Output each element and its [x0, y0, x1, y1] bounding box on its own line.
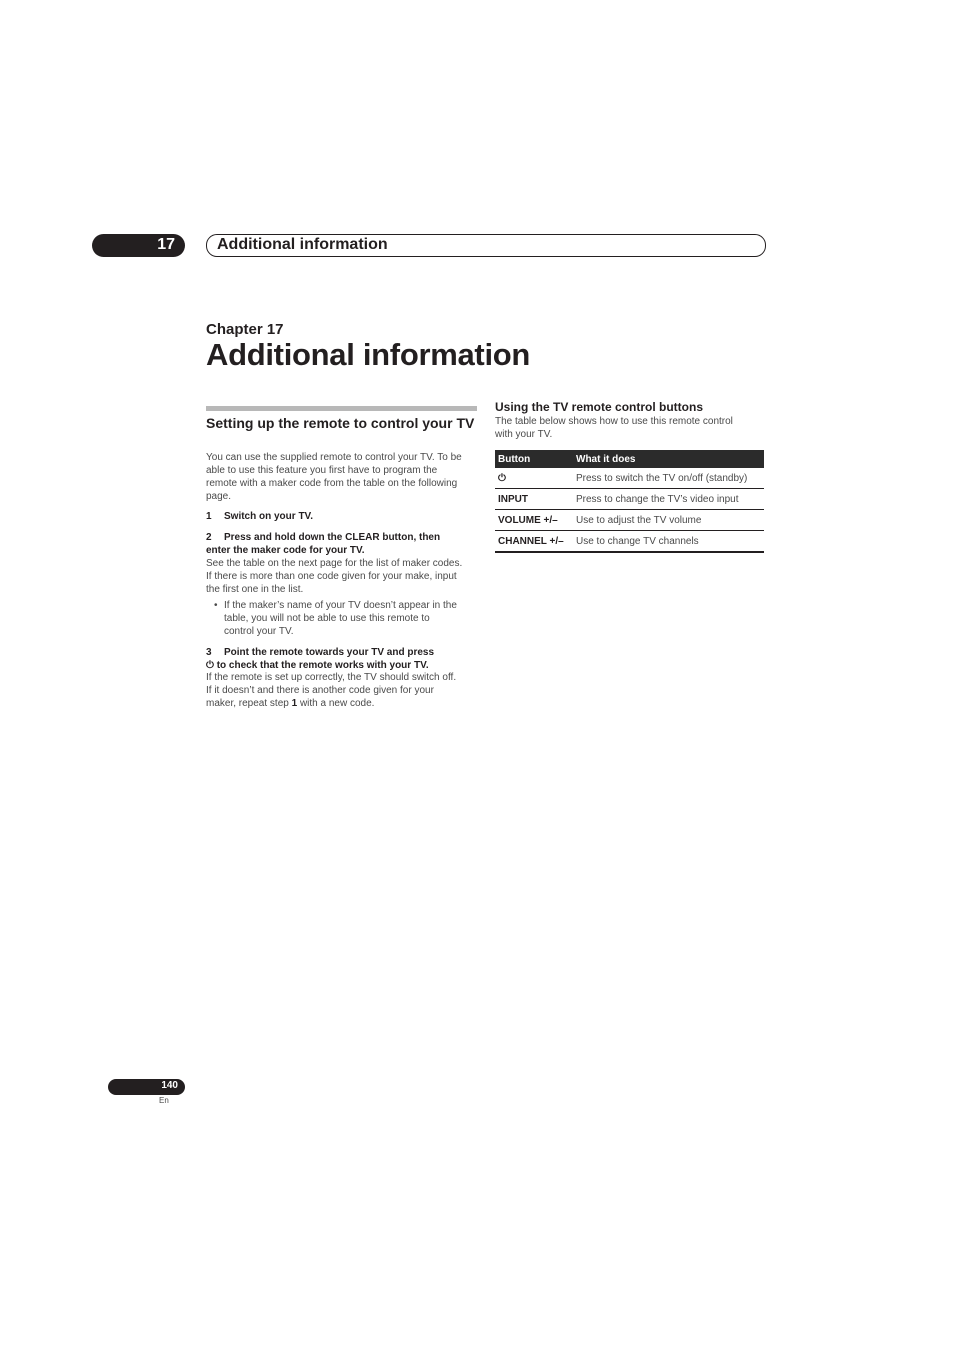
power-icon: ⏻: [495, 468, 573, 489]
page-number-tab: [108, 1079, 185, 1095]
intro-paragraph: [206, 451, 481, 503]
power-icon: ⏻: [206, 660, 214, 671]
running-header: [206, 234, 766, 257]
detail-line: If there is more than one code given for your make, input: [206, 571, 457, 582]
step-2-detail: [206, 557, 481, 596]
step-text: to check that the remote works with your TV.: [213, 660, 429, 671]
table-cell: Use to adjust the TV volume: [573, 510, 764, 531]
page-number: 140: [161, 1080, 178, 1091]
detail-line: the first one in the list.: [206, 584, 304, 595]
table-section-heading: Using the TV remote control buttons: [495, 400, 704, 414]
table-cell: CHANNEL +/–: [495, 531, 573, 553]
table-row: [495, 531, 764, 553]
detail-line: [206, 697, 481, 710]
detail-text: with a new code.: [297, 698, 375, 709]
step-text: Press and hold down the CLEAR button, then: [224, 532, 441, 543]
remote-buttons-table: [495, 450, 764, 553]
step-number: 1: [206, 511, 212, 522]
bullet-marker: •: [214, 600, 218, 611]
intro-line: able to use this feature you first have to program the: [206, 465, 438, 476]
step-3: [206, 646, 481, 672]
bullet-line: control your TV.: [224, 626, 294, 637]
chapter-label: Chapter 17: [206, 321, 284, 338]
step-number: 2: [206, 532, 212, 543]
table-cell: Press to switch the TV on/off (standby): [573, 468, 764, 489]
section-divider: [206, 406, 477, 411]
intro-line: remote with a maker code from the table on the following: [206, 478, 458, 489]
column-header: What it does: [573, 450, 764, 468]
bullet-line: table, you will not be able to use this remote to: [224, 613, 430, 624]
intro-line: with your TV.: [495, 429, 553, 440]
step-text: enter the maker code for your TV.: [206, 545, 365, 556]
step-3-detail: [206, 671, 481, 710]
language-code: En: [159, 1096, 169, 1105]
table-row: [495, 489, 764, 510]
intro-line: You can use the supplied remote to control your TV. To be: [206, 452, 462, 463]
step-reference: 1: [291, 698, 298, 709]
table-header-row: [495, 450, 764, 468]
intro-line: The table below shows how to use this remote control: [495, 416, 733, 427]
table-cell: Use to change TV channels: [573, 531, 764, 553]
step-2: [206, 531, 481, 557]
chapter-number-tab: [92, 234, 185, 257]
step-number: 3: [206, 647, 212, 658]
section-heading: Setting up the remote to control your TV: [206, 415, 475, 431]
table-cell: Press to change the TV’s video input: [573, 489, 764, 510]
table-cell: INPUT: [495, 489, 573, 510]
detail-line: If it doesn’t and there is another code given for your: [206, 685, 434, 696]
column-header: Button: [495, 450, 573, 468]
bullet-line: If the maker’s name of your TV doesn’t appear in the: [224, 600, 457, 611]
page-title: Additional information: [206, 337, 531, 372]
table-row: [495, 510, 764, 531]
detail-text: maker, repeat step: [206, 698, 292, 709]
table-row: [495, 468, 764, 489]
step-text: Switch on your TV.: [224, 511, 314, 522]
step-text: Point the remote towards your TV and press: [224, 647, 435, 658]
step-1: [206, 510, 313, 523]
chapter-number: 17: [157, 236, 175, 253]
table-cell: VOLUME +/–: [495, 510, 573, 531]
detail-line: See the table on the next page for the list of maker codes.: [206, 558, 463, 569]
detail-line: If the remote is set up correctly, the TV should switch off.: [206, 672, 457, 683]
intro-line: page.: [206, 491, 232, 502]
running-header-title: Additional information: [217, 236, 388, 253]
table-intro: [495, 415, 765, 441]
